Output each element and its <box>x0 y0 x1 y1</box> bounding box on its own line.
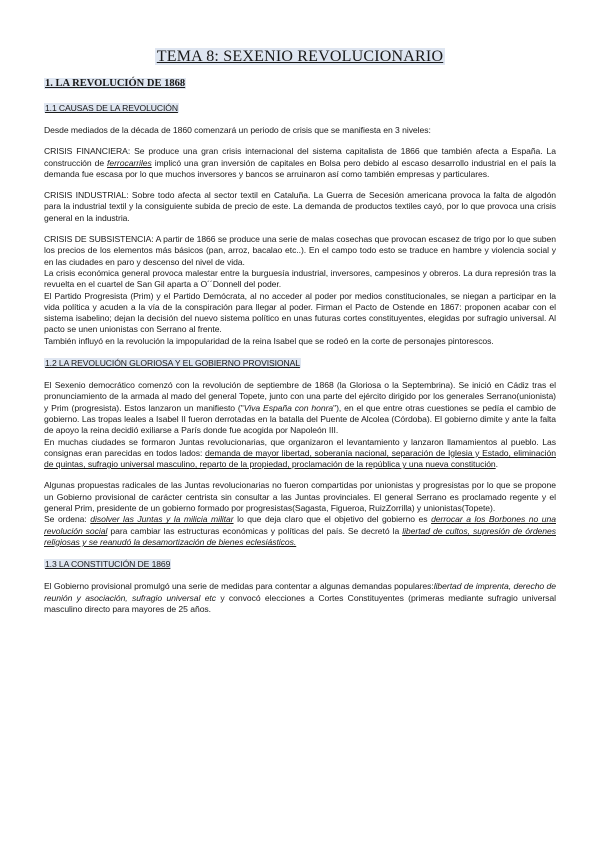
paragraph-se-ordena: Se ordena: disolver las Juntas y la milicia militar lo que deja claro que el objetivo del gobierno es derrocar a los Borbones no una revolución social para cambiar las estructuras económicas y políticas del país. Se decretó la libertad de cultos, supresión de órdenes religiosas y se reanudó la desamortización de bienes eclesiásticos. <box>44 514 556 547</box>
paragraph-sexenio: El Sexenio democrático comenzó con la revolución de septiembre de 1868 (la Gloriosa o la Septembrina). Se inició en Cádiz tras el pronunciamiento de la armada al mado del general Topete, junto con una parte del ejército dirigido por los generales Serrano(unionista) y Prim (progresista). Estos lanzaron un manifiesto ("Viva España con honra"), en el que entre otras cuestiones se pedía el cambio de gobierno. Las tropas leales a Isabel II fueron derrotadas en la batalla del Puente de Alcolea (Córdoba). El gobierno dimite y ante la falta de apoyo la reina decidió exiliarse a París donde fue acogida por Napoleón III. <box>44 380 556 436</box>
paragraph-crisis-subsistencia: CRISIS DE SUBSISTENCIA: A partir de 1866 se produce una serie de malas cosechas que provocan escasez de trigo por lo que suben los precios de los elementos más básicos (pan, arroz, bacalao etc..). En el campo todo esto se traduce en hambre y violencia social y en las ciudades en paro y descenso del nivel de vida. <box>44 234 556 267</box>
paragraph-constitucion: El Gobierno provisional promulgó una serie de medidas para contentar a algunas demandas populares:libertad de imprenta, derecho de reunión y asociación, sufragio universal etc y convocó elecciones a Cortes Constituyentes (primeras mediante sufragio universal masculino directo para mayores de 25 años. <box>44 581 556 614</box>
paragraph-malestar: La crisis económica general provoca malestar entre la burguesía industrial, inversores, campesinos y obreros. La dura represión tras la revuelta en el cuartel de San Gil aparta a O´´Donnell del poder. <box>44 267 556 290</box>
paragraph-gobierno-provisional: Algunas propuestas radicales de las Juntas revolucionarias no fueron compartidas por unionistas y progresistas por lo que se propone un Gobierno provisional de carácter centrista sin consultar a las Juntas provinciales. El general Serrano es proclamado regente y el general Prim, presidente de un gobierno formado por progresistas(Sagasta, Figueroa, RuizZorrilla) y unionistas(Topete). <box>44 480 556 514</box>
paragraph-crisis-industrial: CRISIS INDUSTRIAL: Sobre todo afecta al sector textil en Cataluña. La Guerra de Secesión americana provoca la falta de algodón para la industrial textil y la consiguiente subida de precio de este. La demanda de productos textiles cayó, por lo que provoca una crisis general en la industria. <box>44 190 556 223</box>
ferrocarriles-link[interactable]: ferrocarriles <box>107 157 152 168</box>
subsection-heading-constitucion-1869: 1.3 LA CONSTITUCIÓN DE 1869 <box>45 559 171 570</box>
paragraph-impopularidad: También influyó en la revolución la impopularidad de la reina Isabel que se rodeó en la corte de personajes pintorescos. <box>44 335 494 346</box>
subsection-heading-revolucion-gloriosa: 1.2 LA REVOLUCIÓN GLORIOSA Y EL GOBIERNO PROVISIONAL <box>45 358 300 369</box>
paragraph-crisis-financiera: CRISIS FINANCIERA: Se produce una gran crisis internacional del sistema capitalista de 1866 que también afecta a España. La construcción de ferrocarriles implicó una gran inversión de capitales en Bolsa pero debido al escaso desarrollo industrial en el país la demanda fue escasa por lo que muchos inversores y bancos se arruinaron así como también empresas y particulares. <box>44 146 556 179</box>
document-title: TEMA 8: SEXENIO REVOLUCIONARIO <box>156 48 444 65</box>
subsection-heading-causas: 1.1 CAUSAS DE LA REVOLUCIÓN <box>45 103 178 113</box>
paragraph-partido-progresista: El Partido Progresista (Prim) y el Partido Demócrata, al no acceder al poder por medios constitucionales, se niegan a participar en la vida política y acuden a la vía de la conspiración para llegar al poder. Firman el Pacto de Ostende en 1867: proponen acabar con el sistema isabelino; dejan la decisión del nuevo sistema político en unas futuras cortes constituyentes, elegidas por sufragio universal. Al pacto se unen unionistas con Serrano al frente. <box>44 290 556 335</box>
section-heading-revolucion-1868: 1. LA REVOLUCIÓN DE 1868 <box>45 78 186 89</box>
document-page <box>44 48 556 615</box>
paragraph-juntas: En muchas ciudades se formaron Juntas revolucionarias, que organizaron el levantamiento y lanzaron llamamientos al pueblo. Las consignas eran parecidas en todos lados: demanda de mayor libertad, soberanía nacional, separación de Iglesia y Estado, eliminación de quintas, sufragio universal masculino, reparto de la propiedad, proclamación de la república y una nueva constitución. <box>44 436 556 470</box>
paragraph-intro: Desde mediados de la década de 1860 comenzará un periodo de crisis que se manifiesta en 3 niveles: <box>44 125 431 135</box>
